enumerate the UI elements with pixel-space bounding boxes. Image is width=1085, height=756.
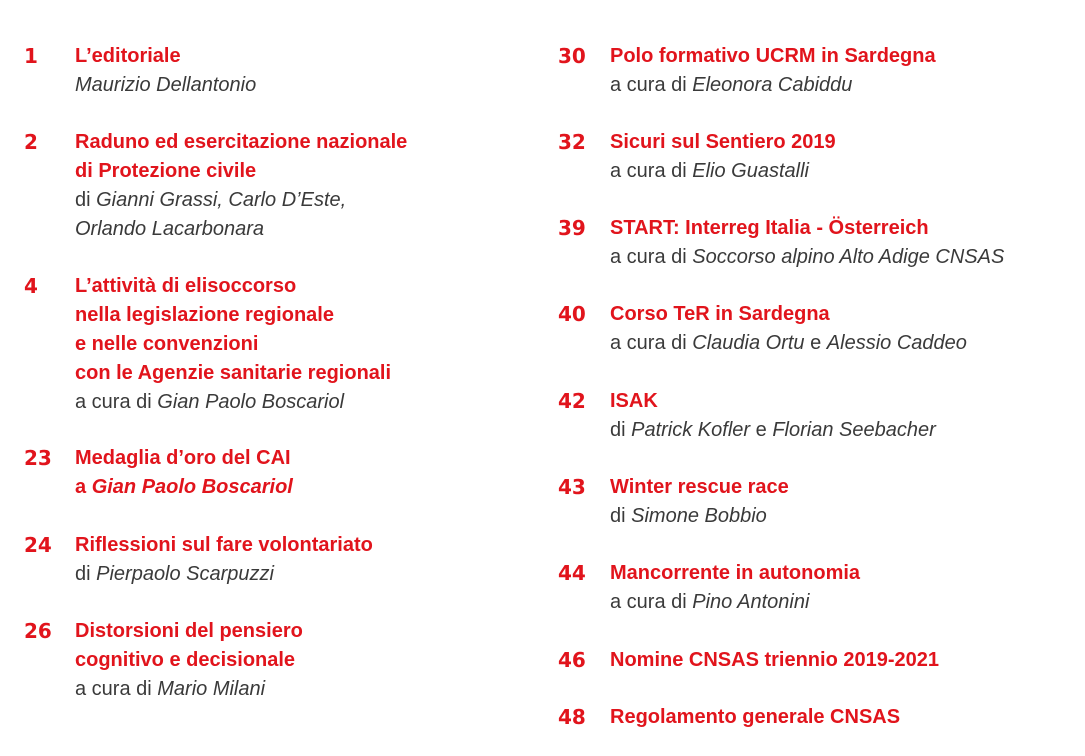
entry-credit: a cura di Pino Antonini: [610, 591, 810, 613]
entry-title: Sicuri sul Sentiero 2019: [610, 131, 836, 153]
entry-credit: a cura di Gian Paolo Boscariol: [75, 391, 345, 413]
page-number: 1: [24, 44, 38, 68]
entry-title: Winter rescue race: [610, 476, 789, 498]
entry-title: ISAK: [610, 390, 658, 412]
page-number: 46: [558, 648, 586, 672]
entry-title: Nomine CNSAS triennio 2019-2021: [610, 649, 939, 671]
entry-title: L’attività di elisoccorso: [75, 275, 297, 297]
page-number: 30: [558, 44, 586, 68]
entry-credit: a cura di Claudia Ortu e Alessio Caddeo: [610, 332, 967, 354]
page-number: 42: [558, 389, 586, 413]
entry-title: Polo formativo UCRM in Sardegna: [610, 45, 936, 67]
entry-credit: a cura di Mario Milani: [75, 678, 266, 700]
entry-credit: a cura di Elio Guastalli: [610, 160, 809, 182]
page-number: 4: [24, 274, 38, 298]
entry-credit: a cura di Eleonora Cabiddu: [610, 74, 853, 96]
page-number: 44: [558, 561, 586, 585]
entry-title: nella legislazione regionale: [75, 304, 334, 326]
entry-credit: di Patrick Kofler e Florian Seebacher: [610, 419, 936, 441]
entry-title: Raduno ed esercitazione nazionale: [75, 131, 408, 153]
page-number: 32: [558, 130, 586, 154]
page-number: 48: [558, 705, 586, 729]
entry-title: Riflessioni sul fare volontariato: [75, 534, 373, 556]
entry-title: Regolamento generale CNSAS: [610, 706, 901, 728]
page-number: 39: [558, 216, 586, 240]
page-number: 2: [24, 130, 38, 154]
entry-credit: Maurizio Dellantonio: [75, 74, 257, 96]
entry-title: e nelle convenzioni: [75, 333, 259, 355]
entry-title: con le Agenzie sanitarie regionali: [75, 362, 392, 384]
entry-credit: di Pierpaolo Scarpuzzi: [75, 563, 274, 585]
entry-credit: a cura di Soccorso alpino Alto Adige CNSAS: [610, 246, 1005, 268]
entry-credit: di Gianni Grassi, Carlo D’Este,: [75, 189, 347, 211]
entry-title: Distorsioni del pensiero: [75, 620, 303, 642]
entry-title: L’editoriale: [75, 45, 181, 67]
entry-credit: Orlando Lacarbonara: [75, 218, 265, 240]
entry-title: a Gian Paolo Boscariol: [75, 476, 293, 498]
entry-title: di Protezione civile: [75, 160, 257, 182]
entry-title: Medaglia d’oro del CAI: [75, 447, 291, 469]
page-number: 23: [24, 446, 52, 470]
entry-title: Mancorrente in autonomia: [610, 562, 861, 584]
page-number: 26: [24, 619, 52, 643]
entry-credit: di Simone Bobbio: [610, 505, 767, 527]
page-number: 40: [558, 302, 586, 326]
entry-title: START: Interreg Italia - Österreich: [610, 217, 929, 239]
entry-title: cognitivo e decisionale: [75, 649, 296, 671]
page-number: 43: [558, 475, 586, 499]
page-number: 24: [24, 533, 52, 557]
entry-title: Corso TeR in Sardegna: [610, 303, 830, 325]
